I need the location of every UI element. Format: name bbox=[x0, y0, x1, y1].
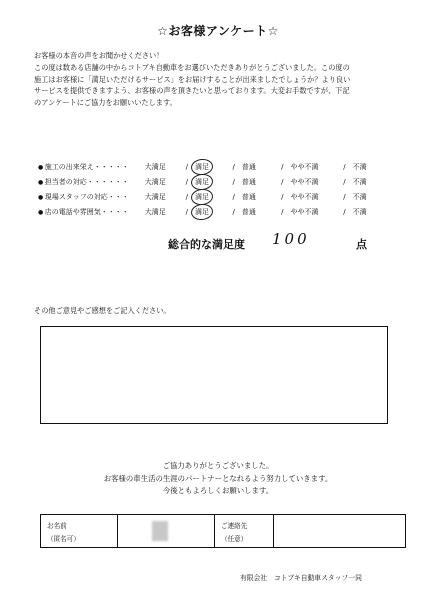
score-unit: 点 bbox=[356, 238, 367, 251]
option-satisfied[interactable] bbox=[195, 192, 226, 202]
option-somewhat-dissatisfied[interactable]: やや不満 bbox=[290, 193, 319, 201]
rating-row: ● 現場スタッフの対応・・・ 大満足 / 満足 / 普通 / やや不満 / 不満 bbox=[38, 191, 378, 203]
selected-circle: 満足 bbox=[195, 193, 210, 201]
question-label: 店の電話や雰囲気・・・・ bbox=[44, 208, 129, 216]
question-label: 現場スタッフの対応・・・ bbox=[44, 193, 129, 201]
intro-line: 施工はお客様に「満足いただけるサービス」をお届けすることが出来ましたでしょうか？より良い bbox=[34, 74, 351, 84]
bullet-icon bbox=[38, 208, 45, 216]
name-label: お名前 bbox=[47, 522, 67, 530]
name-field[interactable] bbox=[118, 515, 215, 547]
footer-signature: 有限会社 コトブキ自動車スタッフ一同 bbox=[240, 574, 362, 582]
selected-circle: 満足 bbox=[195, 208, 210, 216]
option-dissatisfied[interactable]: 不満 bbox=[352, 163, 367, 171]
question-label: 施工の出来栄え・・・・・ bbox=[44, 163, 129, 171]
selected-circle: 満足 bbox=[195, 178, 210, 186]
option-very-satisfied[interactable]: 大満足 bbox=[144, 178, 166, 186]
rating-row: ● 店の電話や雰囲気・・・・ 大満足 / 満足 / 普通 / やや不満 / 不満 bbox=[38, 206, 378, 218]
rating-row: ● 施工の出来栄え・・・・・ 大満足 / 満足 / 普通 / やや不満 / 不満 bbox=[38, 161, 378, 173]
option-neutral[interactable]: 普通 bbox=[241, 208, 256, 216]
thanks-line: 今後ともよろしくお願いします。 bbox=[162, 486, 274, 495]
option-satisfied[interactable] bbox=[195, 162, 226, 172]
option-satisfied[interactable] bbox=[195, 207, 226, 217]
intro-line: サービスを提供できますよう、お客様の声を頂きたいと思っております。大変お手数ですが、下記 bbox=[34, 86, 350, 96]
option-dissatisfied[interactable]: 不満 bbox=[352, 178, 367, 186]
bullet-icon bbox=[38, 178, 45, 186]
option-very-satisfied[interactable]: 大満足 bbox=[144, 208, 166, 216]
contact-table bbox=[40, 514, 406, 548]
bullet-icon bbox=[38, 193, 45, 201]
selected-circle: 満足 bbox=[195, 163, 210, 171]
option-dissatisfied[interactable]: 不満 bbox=[352, 193, 367, 201]
option-very-satisfied[interactable]: 大満足 bbox=[144, 193, 166, 201]
option-satisfied[interactable] bbox=[195, 177, 226, 187]
overall-score-value[interactable]: 100 bbox=[272, 230, 310, 248]
option-somewhat-dissatisfied[interactable]: やや不満 bbox=[290, 208, 319, 216]
option-dissatisfied[interactable]: 不満 bbox=[352, 208, 367, 216]
option-very-satisfied[interactable]: 大満足 bbox=[144, 163, 166, 171]
intro-text bbox=[34, 50, 426, 109]
option-somewhat-dissatisfied[interactable]: やや不満 bbox=[290, 163, 319, 171]
contact-label: ご連絡先 bbox=[221, 522, 248, 530]
option-neutral[interactable]: 普通 bbox=[241, 193, 256, 201]
intro-line: のアンケートにご協力をお願いいたします。 bbox=[34, 98, 177, 108]
option-neutral[interactable]: 普通 bbox=[241, 163, 256, 171]
intro-line: お客様の本音の声をお聞かせください！ bbox=[34, 51, 164, 60]
rating-row: ● 担当者の対応・・・・・・ 大満足 / 満足 / 普通 / やや不満 / 不満 bbox=[38, 176, 378, 188]
name-note: （匿名可） bbox=[47, 535, 80, 543]
question-label: 担当者の対応・・・・・・ bbox=[44, 178, 129, 186]
comment-label: その他ご意見やご感想をご記入ください。 bbox=[34, 306, 171, 315]
thanks-line: ご協力ありがとうございました。 bbox=[162, 461, 274, 470]
option-somewhat-dissatisfied[interactable]: やや不満 bbox=[290, 178, 319, 186]
comment-box[interactable] bbox=[40, 326, 388, 424]
thanks-line: お客様の車生活の生涯のパートナーとなれるよう努力していきます。 bbox=[103, 473, 333, 483]
name-label-cell bbox=[41, 515, 118, 547]
redacted-name bbox=[152, 521, 168, 541]
intro-line: この度は数ある店舗の中からコトブキ自動車をお選びいただきありがとうございました。この度の bbox=[34, 62, 350, 72]
contact-field[interactable] bbox=[274, 515, 405, 547]
option-neutral[interactable]: 普通 bbox=[241, 178, 256, 186]
survey-title: ☆お客様アンケート☆ bbox=[157, 24, 279, 38]
bullet-icon bbox=[38, 163, 45, 171]
contact-note: （任意） bbox=[221, 535, 248, 543]
thanks-message bbox=[0, 460, 436, 498]
overall-satisfaction-label: 総合的な満足度 bbox=[168, 238, 245, 251]
contact-label-cell bbox=[215, 515, 274, 547]
